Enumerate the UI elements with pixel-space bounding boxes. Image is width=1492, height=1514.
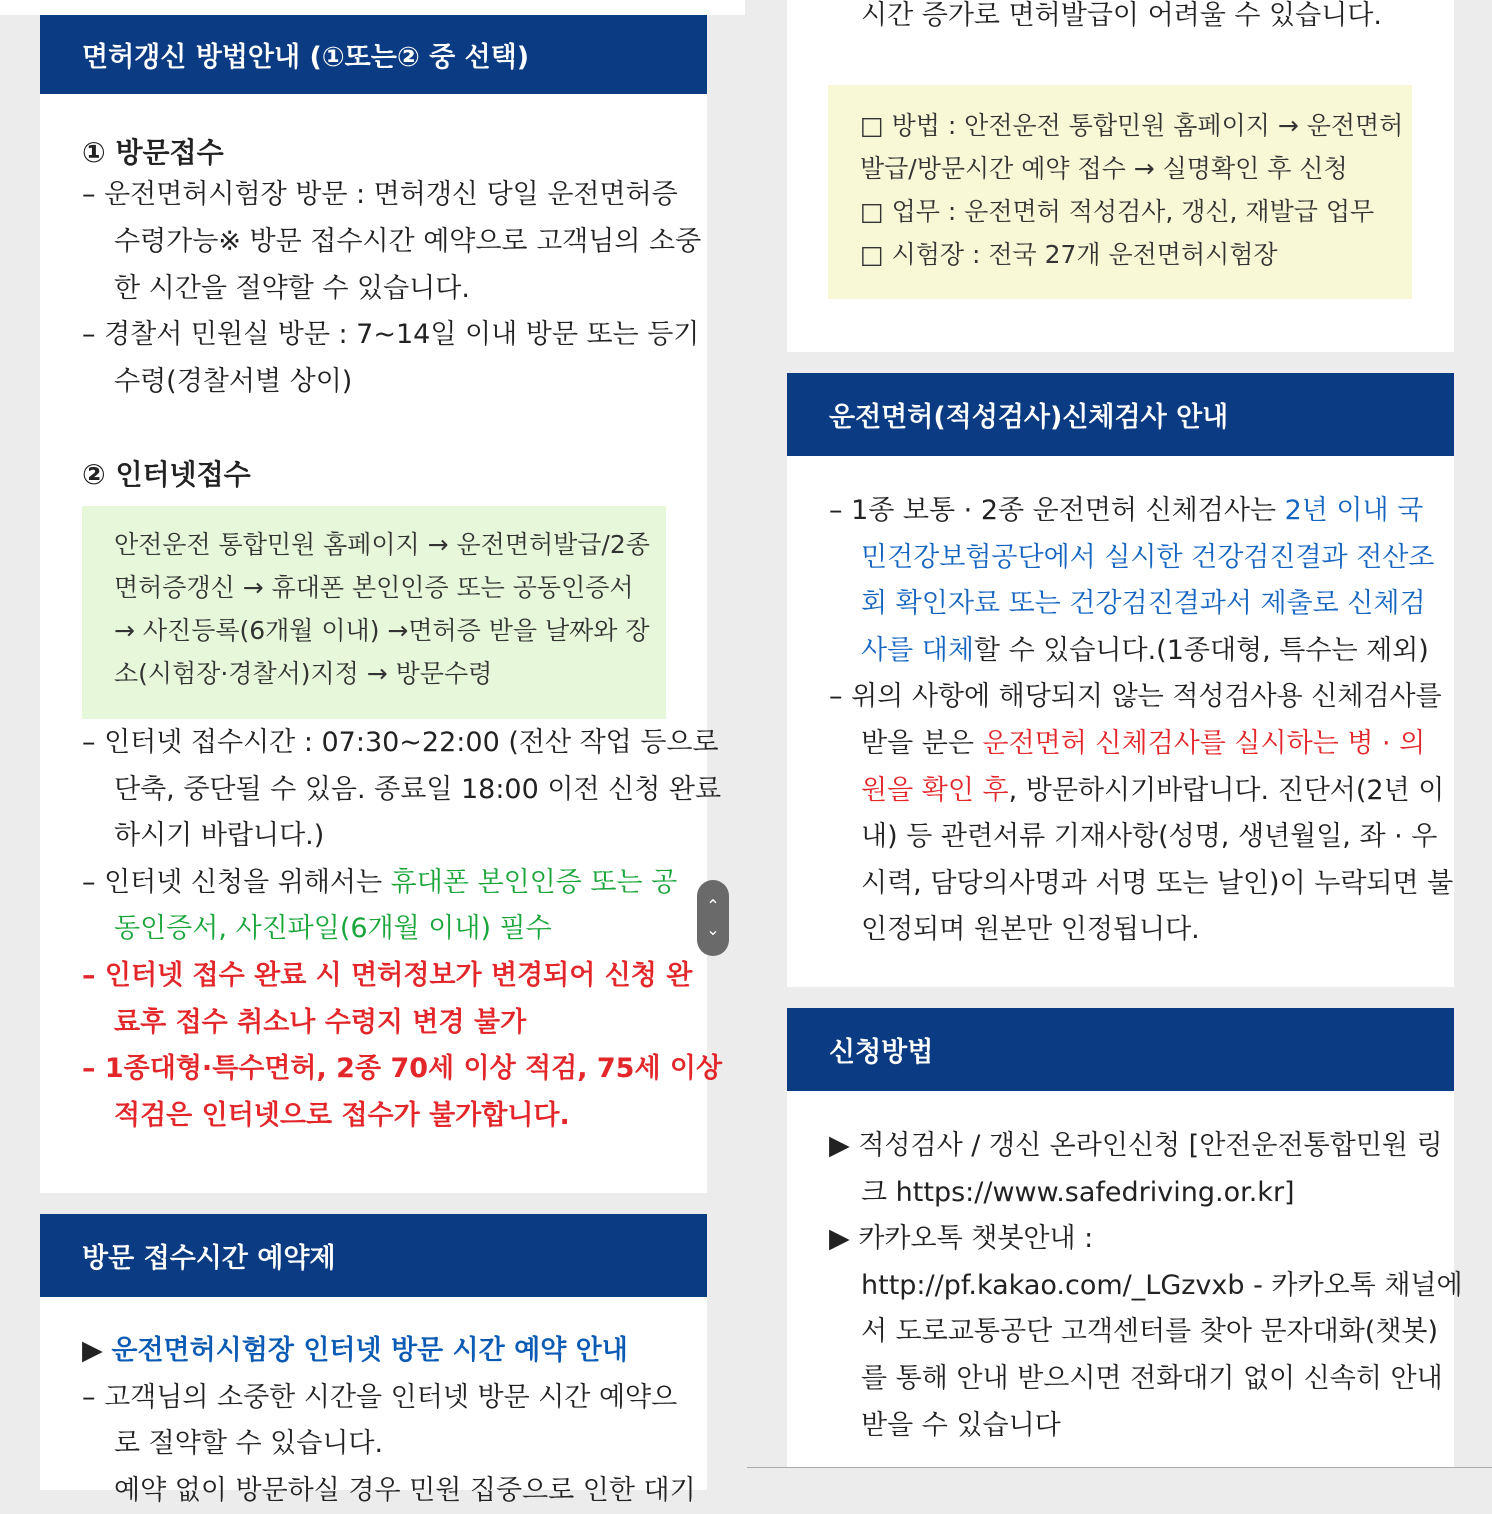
chevron-down-icon[interactable]: ⌄ bbox=[706, 920, 720, 939]
physical-line: 민건강보험공단에서 실시한 건강검진결과 전산조 bbox=[861, 542, 1435, 573]
physical-line: 받을 분은 운전면허 신체검사를 실시하는 병 · 의 bbox=[861, 728, 1426, 759]
visit-line: – 운전면허시험장 방문 : 면허갱신 당일 운전면허증 bbox=[82, 179, 678, 210]
physical-line: 사를 대체할 수 있습니다.(1종대형, 특수는 제외) bbox=[861, 635, 1429, 666]
renewal-header: 면허갱신 방법안내 (①또는② 중 선택) bbox=[40, 15, 707, 94]
apply-line: ▶ 카카오톡 챗봇안내 : bbox=[829, 1223, 1094, 1254]
hours-line: 하시기 바랍니다.) bbox=[114, 820, 325, 851]
requirement-highlight: 휴대폰 본인인증 또는 공 bbox=[390, 867, 678, 898]
physical-line: 원을 확인 후, 방문하시기바랍니다. 진단서(2년 이 bbox=[861, 775, 1445, 806]
apply-line[interactable]: http://pf.kakao.com/_LGzvxb - 카카오톡 채널에 bbox=[861, 1270, 1463, 1301]
chevron-up-icon[interactable]: ⌃ bbox=[706, 896, 720, 915]
internet-heading: ② 인터넷접수 bbox=[82, 458, 251, 491]
reservation-link[interactable]: 운전면허시험장 인터넷 방문 시간 예약 안내 bbox=[111, 1335, 628, 1366]
apply-line[interactable]: ▶ 적성검사 / 갱신 온라인신청 [안전운전통합민원 링 bbox=[829, 1130, 1443, 1161]
info-line: □ 시험장 : 전국 27개 운전면허시험장 bbox=[860, 240, 1278, 269]
renewal-card bbox=[40, 15, 723, 1193]
warning-line: 적검은 인터넷으로 접수가 불가합니다. bbox=[114, 1100, 570, 1131]
internet-step-line: 안전운전 통합민원 홈페이지 → 운전면허발급/2종 bbox=[114, 530, 650, 559]
warning-line: – 1종대형·특수면허, 2종 70세 이상 적검, 75세 이상 bbox=[82, 1053, 723, 1084]
apply-card bbox=[787, 1008, 1463, 1467]
internet-step-line: → 사진등록(6개월 이내) →면허증 받을 날짜와 장 bbox=[114, 616, 650, 645]
requirement-line: – 인터넷 신청을 위해서는 휴대폰 본인인증 또는 공 bbox=[82, 867, 678, 898]
visit-heading: ① 방문접수 bbox=[82, 136, 224, 169]
right-column bbox=[747, 0, 1492, 1490]
warning-line: – 인터넷 접수 완료 시 면허정보가 변경되어 신청 완 bbox=[82, 960, 693, 991]
info-line: □ 방법 : 안전운전 통합민원 홈페이지 → 운전면허 bbox=[860, 111, 1404, 140]
info-box bbox=[828, 85, 1412, 299]
cut-text-line: 시간 증가로 면허발급이 어려울 수 있습니다. bbox=[861, 0, 1382, 31]
reservation-line: 예약 없이 방문하실 경우 민원 집중으로 인한 대기 bbox=[114, 1475, 696, 1506]
internet-step-line: 면허증갱신 → 휴대폰 본인인증 또는 공동인증서 bbox=[114, 573, 634, 602]
internet-steps-box bbox=[82, 506, 666, 719]
visit-line: 수령가능※ 방문 접수시간 예약으로 고객님의 소중 bbox=[114, 226, 702, 257]
info-card bbox=[787, 0, 1454, 352]
apply-line[interactable]: 크 https://www.safedriving.or.kr] bbox=[861, 1177, 1295, 1208]
hours-line: – 인터넷 접수시간 : 07:30~22:00 (전산 작업 등으로 bbox=[82, 727, 719, 758]
info-line: 발급/방문시간 예약 접수 → 실명확인 후 신청 bbox=[860, 154, 1348, 183]
bottom-divider bbox=[747, 1467, 1492, 1468]
physical-line: 회 확인자료 또는 건강검진결과서 제출로 신체검 bbox=[861, 588, 1426, 619]
visit-line: – 경찰서 민원실 방문 : 7~14일 이내 방문 또는 등기 bbox=[82, 319, 700, 350]
requirement-highlight: 동인증서, 사진파일(6개월 이내) 필수 bbox=[114, 913, 552, 944]
apply-header: 신청방법 bbox=[787, 1008, 1454, 1091]
physical-card bbox=[787, 373, 1454, 987]
reservation-line: 로 절약할 수 있습니다. bbox=[114, 1428, 384, 1459]
physical-line: – 위의 사항에 해당되지 않는 적성검사용 신체검사를 bbox=[829, 681, 1442, 712]
physical-line: 시력, 담당의사명과 서명 또는 날인)이 누락되면 불 bbox=[861, 868, 1454, 899]
left-column bbox=[0, 0, 745, 1506]
physical-line: – 1종 보통 · 2종 운전면허 신체검사는 2년 이내 국 bbox=[829, 495, 1424, 526]
reservation-link-line[interactable]: ▶ 운전면허시험장 인터넷 방문 시간 예약 안내 bbox=[82, 1335, 628, 1366]
visit-line: 수령(경찰서별 상이) bbox=[114, 366, 353, 397]
apply-line: 를 통해 안내 받으시면 전화대기 없이 신속히 안내 bbox=[861, 1363, 1443, 1394]
reservation-card bbox=[40, 1214, 707, 1506]
reservation-line: – 고객님의 소중한 시간을 인터넷 방문 시간 예약으 bbox=[82, 1382, 678, 1413]
physical-header: 운전면허(적성검사)신체검사 안내 bbox=[787, 373, 1454, 456]
reservation-header: 방문 접수시간 예약제 bbox=[40, 1214, 707, 1297]
apply-line: 서 도로교통공단 고객센터를 찾아 문자대화(챗봇) bbox=[861, 1316, 1439, 1347]
hours-line: 단축, 중단될 수 있음. 종료일 18:00 이전 신청 완료 bbox=[114, 774, 722, 805]
internet-step-line: 소(시험장·경찰서)지정 → 방문수령 bbox=[114, 659, 493, 688]
physical-line: 인정되며 원본만 인정됩니다. bbox=[861, 914, 1200, 945]
scroll-handle[interactable] bbox=[697, 880, 729, 956]
apply-line: 받을 수 있습니다 bbox=[861, 1410, 1061, 1441]
physical-line: 내) 등 관련서류 기재사항(성명, 생년월일, 좌 · 우 bbox=[861, 821, 1438, 852]
top-strip bbox=[0, 0, 745, 15]
info-line: □ 업무 : 운전면허 적성검사, 갱신, 재발급 업무 bbox=[860, 197, 1375, 226]
visit-line: 한 시간을 절약할 수 있습니다. bbox=[114, 273, 470, 304]
warning-line: 료후 접수 취소나 수령지 변경 불가 bbox=[114, 1007, 527, 1038]
